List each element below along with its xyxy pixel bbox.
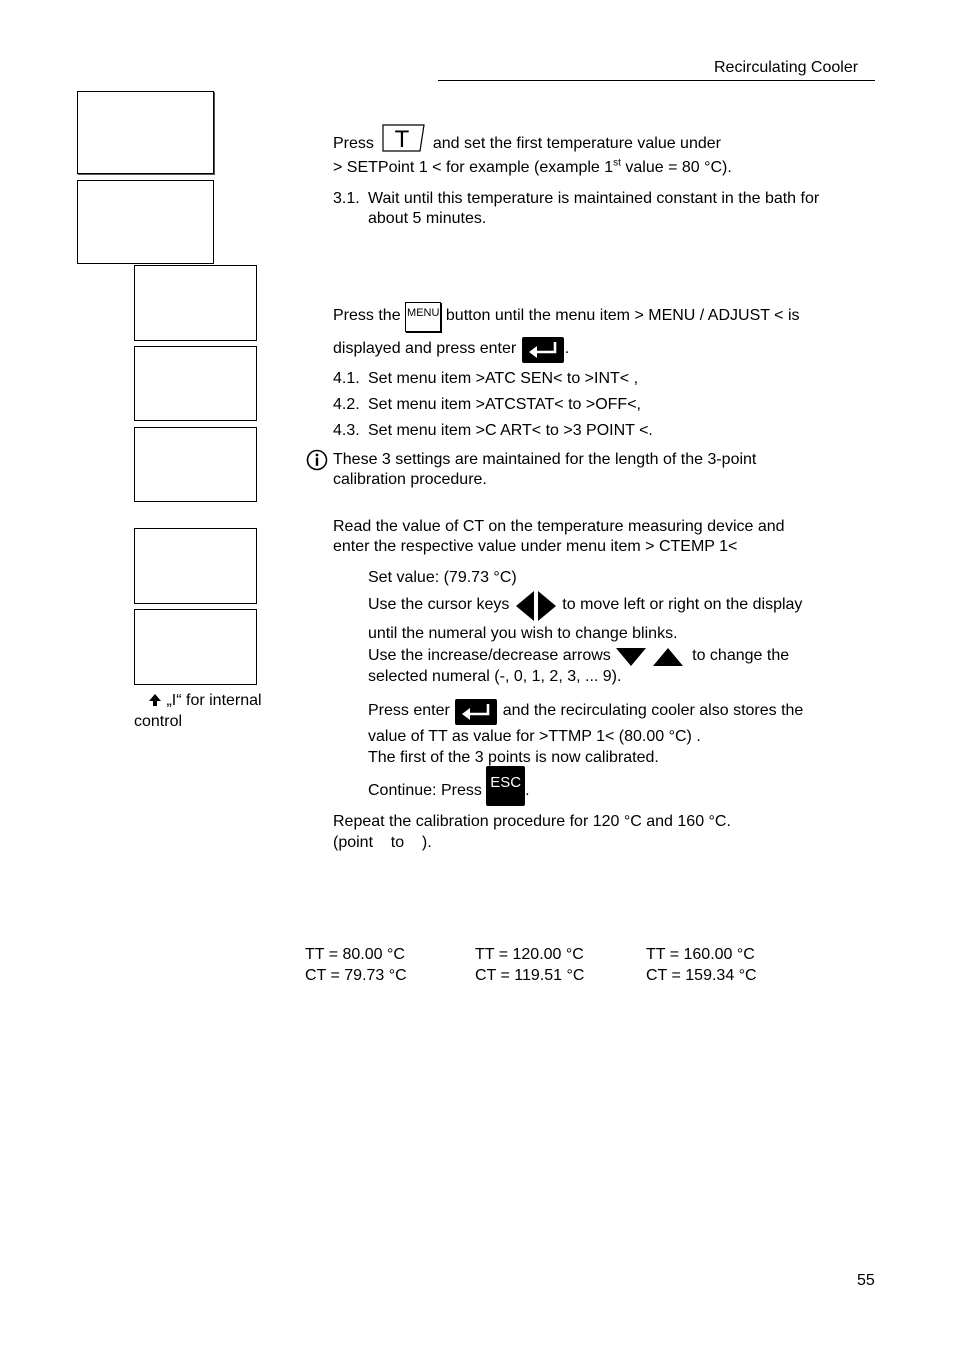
- step4-item-2-text: Set menu item >ATCSTAT< to >OFF<,: [368, 396, 641, 413]
- step5-line1: Read the value of CT on the temperature measuring device and: [333, 518, 785, 535]
- arrow-right-icon: [536, 590, 558, 622]
- table-ct-2: CT = 119.51 °C: [475, 967, 585, 984]
- step5-enter-line2: value of TT as value for >TTMP 1< (80.00 °C) .: [368, 728, 701, 745]
- esc-key-icon: ESC: [486, 766, 525, 806]
- table-ct-1: CT = 79.73 °C: [305, 967, 407, 984]
- step5-cursor-b: to move left or right on the display: [562, 596, 803, 613]
- step5-cursor-line: [368, 588, 802, 622]
- step3-press: Press: [333, 135, 374, 152]
- display-image-7: [134, 609, 257, 685]
- side-note: [134, 690, 262, 732]
- step4-text1: button until the menu item > MENU / ADJUST < is: [445, 307, 800, 324]
- step5-enter-line3: The first of the 3 points is now calibrated.: [368, 749, 659, 766]
- step5-cursor-a: Use the cursor keys: [368, 596, 510, 613]
- step4-text2-end: .: [564, 340, 570, 357]
- side-note-line1: „I“ for internal: [166, 692, 262, 709]
- display-image-3: [134, 265, 257, 341]
- enter-key-icon: [454, 698, 498, 726]
- step4-item-3-text: Set menu item >C ART< to >3 POINT <.: [368, 422, 653, 439]
- display-image-4: [134, 346, 257, 421]
- step5-continue: Continue: Press: [368, 782, 482, 799]
- step5-arrows-line2: selected numeral (-, 0, 1, 2, 3, ... 9).: [368, 668, 622, 685]
- step3-sub-line2: about 5 minutes.: [368, 210, 487, 227]
- t-key-icon: [380, 123, 426, 154]
- step5-enter-a: Press enter: [368, 702, 450, 719]
- step4-press-the: Press the: [333, 307, 401, 324]
- menu-key-icon: MENU: [405, 302, 441, 332]
- step4-line1: [333, 300, 800, 332]
- step6-line1: Repeat the calibration procedure for 120 °C and 160 °C.: [333, 813, 731, 830]
- step5-set-value: Set value: (79.73 °C): [368, 569, 517, 586]
- step4-line2: [333, 334, 569, 364]
- step5-arrows-line: [368, 644, 789, 668]
- info-icon: [306, 449, 328, 471]
- step5-enter-b: and the recirculating cooler also stores the: [502, 702, 804, 719]
- page-number: 55: [857, 1272, 875, 1289]
- step5-arrows-b: to change the: [692, 647, 790, 664]
- display-image-1: [77, 91, 214, 174]
- svg-text:T: T: [395, 126, 410, 153]
- step4-note-line1: These 3 settings are maintained for the length of the 3-point: [333, 451, 757, 468]
- header-title: Recirculating Cooler: [714, 59, 859, 76]
- step3-sub-num: 3.1.: [333, 190, 360, 207]
- up-arrow-icon: [148, 693, 162, 707]
- step5-enter-line: [368, 696, 803, 726]
- step4-item-2-num: 4.2.: [333, 396, 360, 413]
- step5-continue-end: .: [525, 782, 530, 799]
- header-rule: [438, 80, 875, 81]
- step5-cursor-line2: until the numeral you wish to change blinks.: [368, 625, 678, 642]
- step4-text2: displayed and press enter: [333, 340, 517, 357]
- step4-item-1-text: Set menu item >ATC SEN< to >INT< ,: [368, 370, 639, 387]
- step6-line2: (point to ).: [333, 834, 432, 851]
- step3-sup: st: [613, 157, 621, 169]
- side-note-line2: control: [134, 713, 183, 730]
- table-tt-3: TT = 160.00 °C: [646, 946, 755, 963]
- table-tt-1: TT = 80.00 °C: [305, 946, 405, 963]
- step3-line2-a: > SETPoint 1 < for example (example 1: [333, 159, 614, 176]
- step3-line2: [333, 158, 732, 178]
- display-image-2: [77, 180, 214, 264]
- arrow-down-icon: [615, 646, 647, 668]
- step4-item-3-num: 4.3.: [333, 422, 360, 439]
- enter-key-icon: [521, 336, 565, 364]
- step4-note-line2: calibration procedure.: [333, 471, 487, 488]
- step5-continue-line: [368, 766, 530, 806]
- step3-text1: and set the first temperature value under: [432, 135, 721, 152]
- table-tt-2: TT = 120.00 °C: [475, 946, 584, 963]
- arrow-up-icon: [652, 646, 684, 668]
- step3-line1: [333, 123, 721, 154]
- display-image-6: [134, 528, 257, 604]
- display-image-5: [134, 427, 257, 502]
- step5-line2: enter the respective value under menu item > CTEMP 1<: [333, 538, 738, 555]
- step5-arrows-a: Use the increase/decrease arrows: [368, 647, 611, 664]
- step4-item-1-num: 4.1.: [333, 370, 360, 387]
- arrow-left-icon: [514, 590, 536, 622]
- step3-line2-b: value = 80 °C).: [620, 159, 732, 176]
- table-ct-3: CT = 159.34 °C: [646, 967, 757, 984]
- step3-sub-line1: Wait until this temperature is maintained constant in the bath for: [368, 190, 820, 207]
